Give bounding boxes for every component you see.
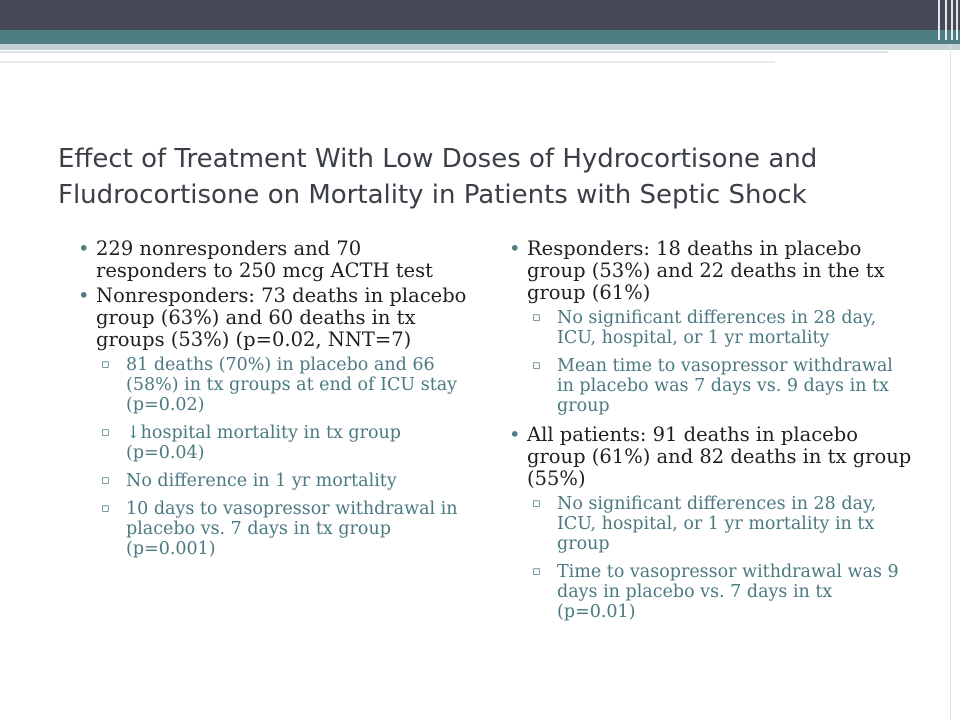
decorative-rule bbox=[0, 61, 775, 63]
sub-bullet-item bbox=[96, 423, 474, 463]
slide-title: Effect of Treatment With Low Doses of Hydrocortisone and Fludrocortisone on Mortality in Patients with Septic Shock bbox=[58, 144, 818, 210]
decorative-rule bbox=[0, 51, 888, 53]
square-bullet-icon: ▫ bbox=[101, 357, 110, 372]
square-bullet-icon: ▫ bbox=[532, 358, 541, 373]
bullet-icon: • bbox=[509, 423, 521, 446]
sub-bullet-list bbox=[527, 308, 915, 416]
sub-bullet-text: Time to vasopressor withdrawal was 9 days in placebo vs. 7 days in tx (p=0.01) bbox=[557, 562, 899, 622]
sub-bullet-item bbox=[527, 562, 915, 622]
sub-bullet-text: 10 days to vasopressor withdrawal in placebo vs. 7 days in tx group (p=0.001) bbox=[126, 499, 458, 559]
bullet-text: Responders: 18 deaths in placebo group (53%) and 22 deaths in the tx group (61%) bbox=[527, 237, 885, 304]
sub-bullet-text: No difference in 1 yr mortality bbox=[126, 471, 397, 491]
sub-bullet-text: No significant differences in 28 day, ICU, hospital, or 1 yr mortality bbox=[557, 308, 877, 348]
bullet-list bbox=[505, 238, 915, 622]
sub-bullet-text: ↓hospital mortality in tx group (p=0.04) bbox=[126, 423, 401, 463]
sub-bullet-item bbox=[96, 471, 474, 491]
square-bullet-icon: ▫ bbox=[532, 564, 541, 579]
square-bullet-icon: ▫ bbox=[101, 425, 110, 440]
sub-bullet-item bbox=[96, 355, 474, 415]
bullet-item bbox=[74, 238, 474, 282]
accent-substrip bbox=[0, 44, 960, 50]
sub-bullet-item bbox=[527, 356, 915, 416]
square-bullet-icon: ▫ bbox=[101, 473, 110, 488]
bullet-text: 229 nonresponders and 70 responders to 250 mcg ACTH test bbox=[96, 237, 433, 282]
sub-bullet-text: 81 deaths (70%) in placebo and 66 (58%) in tx groups at end of ICU stay (p=0.02) bbox=[126, 355, 458, 415]
bullet-item bbox=[74, 285, 474, 559]
decorative-side-rule bbox=[950, 44, 951, 720]
bullet-icon: • bbox=[78, 237, 90, 260]
bullet-list bbox=[74, 238, 474, 559]
bullet-item bbox=[505, 238, 915, 416]
bullet-text: Nonresponders: 73 deaths in placebo group (63%) and 60 deaths in tx groups (53%) (p=0.02, NNT=7) bbox=[96, 284, 467, 351]
bullet-item bbox=[505, 424, 915, 622]
square-bullet-icon: ▫ bbox=[101, 501, 110, 516]
sub-bullet-item bbox=[96, 499, 474, 559]
left-column bbox=[74, 238, 474, 567]
decorative-vertical-lines bbox=[934, 0, 960, 44]
sub-bullet-text: No significant differences in 28 day, ICU, hospital, or 1 yr mortality in tx group bbox=[557, 494, 877, 554]
sub-bullet-list bbox=[96, 355, 474, 559]
sub-bullet-text: Mean time to vasopressor withdrawal in placebo was 7 days vs. 9 days in tx group bbox=[557, 356, 893, 416]
sub-bullet-list bbox=[527, 494, 915, 622]
header-band bbox=[0, 0, 960, 30]
bullet-text: All patients: 91 deaths in placebo group (61%) and 82 deaths in tx group (55%) bbox=[527, 423, 912, 490]
right-column bbox=[505, 238, 915, 630]
sub-bullet-item bbox=[527, 494, 915, 554]
bullet-icon: • bbox=[78, 284, 90, 307]
square-bullet-icon: ▫ bbox=[532, 310, 541, 325]
sub-bullet-item bbox=[527, 308, 915, 348]
accent-band bbox=[0, 30, 960, 44]
square-bullet-icon: ▫ bbox=[532, 496, 541, 511]
bullet-icon: • bbox=[509, 237, 521, 260]
